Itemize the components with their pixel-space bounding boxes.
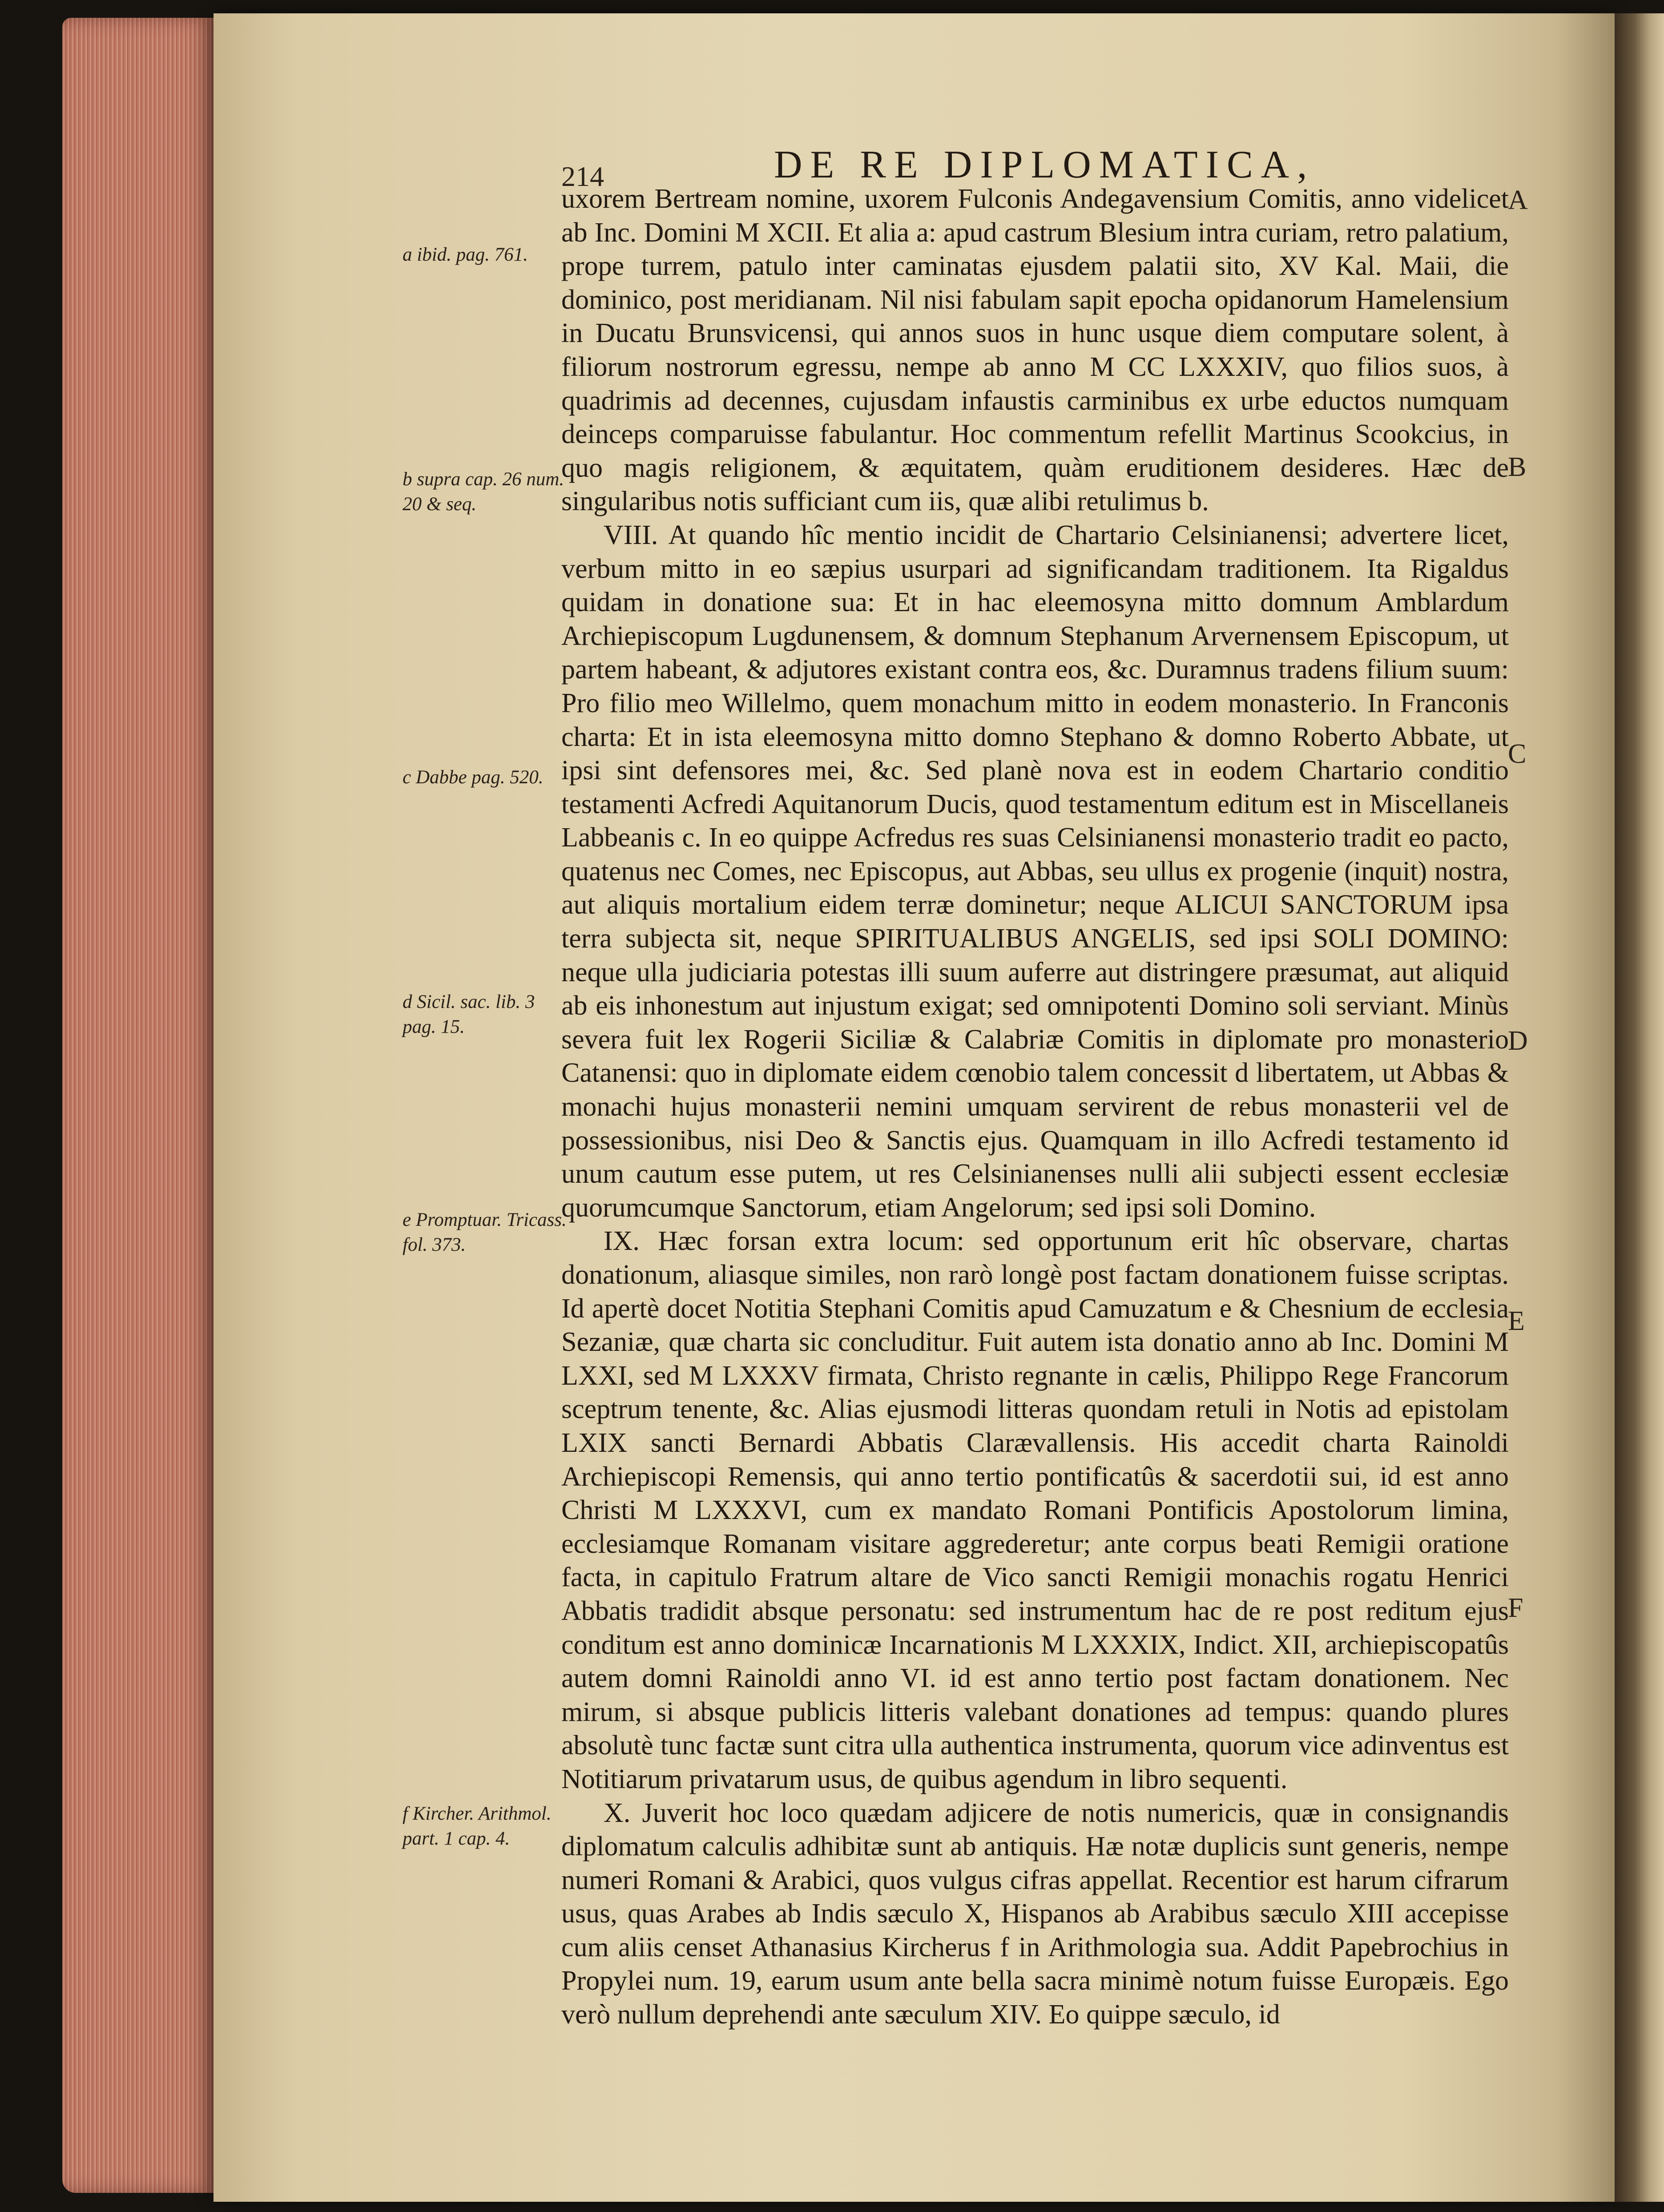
marginal-note: d Sicil. sac. lib. 3 pag. 15. (403, 991, 535, 1037)
running-title: DE RE DIPLOMATICA, (774, 143, 1315, 186)
page-number: 214 (561, 161, 604, 192)
marginal-note: e Promptuar. Tricass. fol. 373. (403, 1209, 567, 1255)
marginal-note: c Dabbe pag. 520. (403, 767, 544, 788)
marginal-note: f Kircher. Arithmol. part. 1 cap. 4. (403, 1803, 552, 1849)
main-text (561, 182, 1509, 2032)
section-letter: A (1508, 185, 1528, 215)
section-letter: C (1508, 739, 1527, 769)
paragraph: IX. Hæc forsan extra locum: sed opportunum erit hîc observare, chartas donationum, aliasque similes, non rarò longè post factam donationem fuisse scriptas. Id apertè docet Notitia Stephani Comitis apud Camuzatum e & Chesnium de ecclesia Sezaniæ, quæ charta sic concluditur. Fuit autem ista donatio anno ab Inc. Domini M LXXI, sed M LXXXV firmata, Christo regnante in cælis, Philippo Rege Francorum sceptrum tenente, &c. Alias ejusmodi litteras quondam retuli in Notis ad epistolam LXIX sancti Bernardi Abbatis Clarævallensis. His accedit charta Rainoldi Archiepiscopi Remensis, qui anno tertio pontificatûs & sacerdotii sui, id est anno Christi M LXXXVI, cum ex mandato Romani Pontificis Apostolorum limina, ecclesiamque Romanam visitare aggrederetur; ante corpus beati Remigii oratione facta, in capitulo Fratrum altare de Vico sancti Remigii monachis rogatu Henrici Abbatis tradidit absque personatu: sed instrumentum hac de re post reditum ejus conditum est anno dominicæ Incarnationis M LXXXIX, Indict. XII, archiepiscopatûs autem domni Rainoldi anno VI. id est anno tertio post factam donationem. Nec mirum, si absque publicis litteris valebant donationes ad tempus: quando plures absolutè tunc factæ sunt citra ulla authentica instrumenta, quorum vice adinventus est Notitiarum privatarum usus, de quibus agendum in libro sequenti. (561, 1226, 1509, 1794)
section-letter: D (1508, 1026, 1528, 1056)
marginal-note: a ibid. pag. 761. (403, 244, 528, 265)
section-letter: F (1508, 1593, 1523, 1623)
book-gutter (1615, 13, 1664, 2202)
page-edges (62, 18, 214, 2193)
paragraph: uxorem Bertream nomine, uxorem Fulconis Andegavensium Comitis, anno videlicet ab Inc. Domini M XCII. Et alia a: apud castrum Blesium intra curiam, retro palatium, prope turrem, patulo inter caminatas ejusdem palatii sito, XV Kal. Maii, die dominico, post meridianam. Nil nisi fabulam sapit epocha opidanorum Hamelensium in Ducatu Brunsvicensi, qui annos suos in hunc usque diem computare solent, à filiorum nostrorum egressu, nempe ab anno M CC LXXXIV, quo filios suos, à quadrimis ad decennes, cujusdam infaustis carminibus ex urbe eductos numquam deinceps comparuisse fabulantur. Hoc commentum refellit Martinus Scookcius, in quo magis religionem, & æquitatem, quàm eruditionem desideres. Hæc de singularibus notis sufficiant cum iis, quæ alibi retulimus b. (561, 184, 1509, 517)
paragraph: VIII. At quando hîc mentio incidit de Chartario Celsinianensi; advertere licet, verbum mitto in eo sæpius usurpari ad significandam traditionem. Ita Rigaldus quidam in donatione sua: Et in hac eleemosyna mitto domnum Amblardum Archiepiscopum Lugdunensem, & domnum Stephanum Arvernensem Episcopum, ut partem habeant, & adjutores existant contra eos, &c. Duramnus tradens filium suum: Pro filio meo Willelmo, quem monachum mitto in eodem monasterio. In Franconis charta: Et in ista eleemosyna mitto domno Stephano & domno Roberto Abbate, ut ipsi sint defensores mei, &c. Sed planè nova est in eodem Chartario conditio testamenti Acfredi Aquitanorum Ducis, quod testamentum editum est in Miscellaneis Labbeanis c. In eo quippe Acfredus res suas Celsinianensi monasterio tradit eo pacto, quatenus nec Comes, nec Episcopus, aut Abbas, seu ullus ex progenie (inquit) nostra, aut aliquis mortalium eidem terræ dominetur; neque ALICUI SANCTORUM ipsa terra subjecta sit, neque SPIRITUALIBUS ANGELIS, sed ipsi SOLI DOMINO: neque ulla judiciaria potestas illi suum auferre aut distringere præsumat, aut aliquid ab eis inhonestum aut injustum exigat; sed omnipotenti Domino soli serviant. Minùs severa fuit lex Rogerii Siciliæ & Calabriæ Comitis in diplomate pro monasterio Catanensi: quo in diplomate eidem cœnobio talem concessit d libertatem, ut Abbas & monachi hujus monasterii nemini umquam servirent de rebus monasterii vel de possessionibus, nisi Deo & Sanctis ejus. Quamquam in illo Acfredi testamento id unum cautum esse putem, ut res Celsinianenses nulli alii subjecti essent ecclesiæ quorumcumque Sanctorum, etiam Angelorum; sed ipsi soli Domino. (561, 520, 1509, 1223)
section-letter: E (1508, 1306, 1525, 1336)
marginal-note: b supra cap. 26 num. 20 & seq. (403, 469, 564, 515)
paragraph: X. Juverit hoc loco quædam adjicere de notis numericis, quæ in consignandis diplomatum calculis adhibitæ sunt ab antiquis. Hæ notæ duplicis sunt generis, nempe numeri Romani & Arabici, quos vulgus cifras appellat. Recentior est harum cifrarum usus, quas Arabes ab Indis sæculo X, Hispanos ab Arabibus sæculo XIII accepisse cum aliis censet Athanasius Kircherus f in Arithmologia sua. Addit Papebrochius in Propylei num. 19, earum usum ante bella sacra minimè notum fuisse Europæis. Ego verò nullum deprehendi ante sæculum XIV. Eo quippe sæculo, id (561, 1797, 1509, 2030)
section-letter: B (1508, 452, 1527, 482)
